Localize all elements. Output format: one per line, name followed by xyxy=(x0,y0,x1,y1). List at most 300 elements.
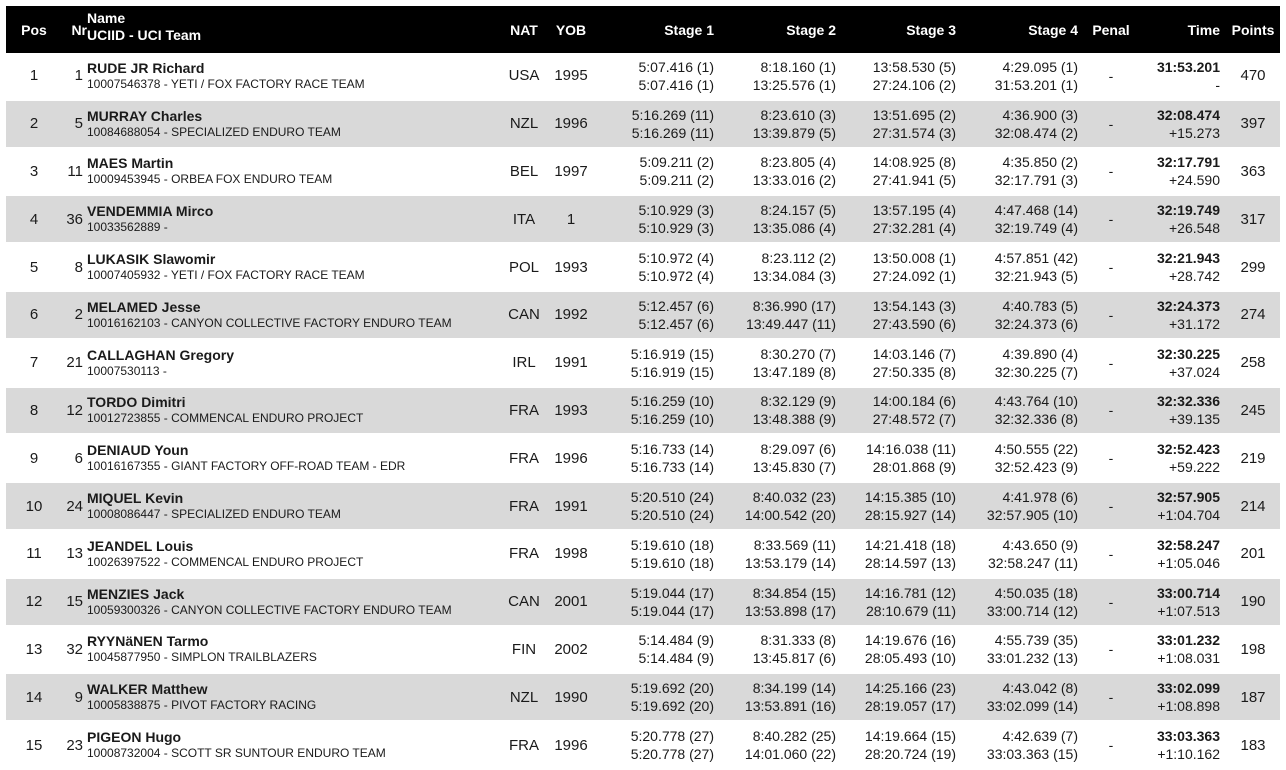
cell-stage1 xyxy=(593,721,722,769)
cell-rider xyxy=(87,626,499,674)
cell-nat: BEL xyxy=(499,148,549,196)
stage4-cumulative: 32:24.373 (6) xyxy=(994,315,1078,332)
stage4-cumulative: 32:32.336 (8) xyxy=(994,411,1078,428)
cell-points: 317 xyxy=(1226,195,1280,243)
time-gap: - xyxy=(1215,76,1220,93)
cell-pos: 11 xyxy=(6,530,62,578)
stage2-cumulative: 13:25.576 (1) xyxy=(752,76,836,93)
stage1-time: 5:10.972 (4) xyxy=(638,250,714,267)
time-gap: +26.548 xyxy=(1169,220,1220,237)
stage2-time: 8:40.032 (23) xyxy=(752,489,836,506)
stage1-time: 5:07.416 (1) xyxy=(638,58,714,75)
stage3-cumulative: 28:10.679 (11) xyxy=(865,602,956,619)
header-row xyxy=(6,6,1280,53)
stage2-time: 8:29.097 (6) xyxy=(760,441,836,458)
table-row[interactable] xyxy=(6,243,1280,291)
stage3-cumulative: 28:20.724 (19) xyxy=(864,746,956,763)
stage4-cumulative: 31:53.201 (1) xyxy=(994,76,1078,93)
stage3-time: 14:15.385 (10) xyxy=(864,489,956,506)
cell-penal: - xyxy=(1086,195,1136,243)
cell-stage2 xyxy=(722,482,844,530)
stage3-cumulative: 28:05.493 (10) xyxy=(864,650,956,667)
col-header-nr[interactable]: Nr xyxy=(62,6,87,53)
stage1-time: 5:16.269 (11) xyxy=(631,106,714,123)
col-header-stage2[interactable]: Stage 2 xyxy=(722,6,844,53)
rider-name[interactable]: CALLAGHAN Gregory xyxy=(87,346,235,363)
stage1-time: 5:09.211 (2) xyxy=(639,154,714,171)
cell-stage2 xyxy=(722,387,844,435)
cell-time xyxy=(1136,291,1226,339)
stage3-time: 14:03.146 (7) xyxy=(872,345,956,362)
cell-nat: FRA xyxy=(499,721,549,769)
stage3-time: 14:25.166 (23) xyxy=(864,680,956,697)
stage2-time: 8:32.129 (9) xyxy=(760,393,836,410)
rider-name[interactable]: MIQUEL Kevin xyxy=(87,490,184,507)
col-header-stage4[interactable]: Stage 4 xyxy=(964,6,1086,53)
cell-rider xyxy=(87,673,499,721)
table-row[interactable] xyxy=(6,578,1280,626)
stage2-time: 8:18.160 (1) xyxy=(760,58,836,75)
stage2-cumulative: 13:45.830 (7) xyxy=(752,459,836,476)
stage4-cumulative: 32:57.905 (10) xyxy=(986,507,1078,524)
rider-name[interactable]: TORDO Dimitri xyxy=(87,394,186,411)
cell-stage1 xyxy=(593,100,722,148)
cell-stage3 xyxy=(844,53,964,100)
stage4-cumulative: 33:00.714 (12) xyxy=(986,602,1078,619)
cell-nr: 15 xyxy=(62,578,87,626)
col-header-yob[interactable]: YOB xyxy=(549,6,593,53)
cell-rider xyxy=(87,195,499,243)
table-row[interactable] xyxy=(6,291,1280,339)
time-gap: +31.172 xyxy=(1169,315,1220,332)
cell-stage1 xyxy=(593,148,722,196)
cell-nr: 24 xyxy=(62,482,87,530)
cell-rider xyxy=(87,100,499,148)
stage4-cumulative: 32:19.749 (4) xyxy=(994,220,1078,237)
stage3-cumulative: 28:01.868 (9) xyxy=(872,459,956,476)
cell-stage3 xyxy=(844,673,964,721)
stage4-cumulative: 32:17.791 (3) xyxy=(994,172,1078,189)
stage3-cumulative: 27:50.335 (8) xyxy=(872,363,956,380)
cell-pos: 5 xyxy=(6,243,62,291)
stage1-time: 5:20.510 (24) xyxy=(630,489,714,506)
rider-uciid-team: 10084688054 - SPECIALIZED ENDURO TEAM xyxy=(87,124,341,139)
stage3-time: 13:51.695 (2) xyxy=(872,106,956,123)
col-header-pos[interactable]: Pos xyxy=(6,6,62,53)
cell-stage3 xyxy=(844,148,964,196)
cell-nat: FRA xyxy=(499,530,549,578)
cell-penal: - xyxy=(1086,291,1136,339)
stage3-time: 13:57.195 (4) xyxy=(872,202,956,219)
cell-yob: 1996 xyxy=(549,434,593,482)
cell-stage1 xyxy=(593,387,722,435)
cell-rider xyxy=(87,578,499,626)
time-gap: +37.024 xyxy=(1169,363,1220,380)
stage1-cumulative: 5:09.211 (2) xyxy=(639,172,714,189)
rider-uciid-team: 10033562889 - xyxy=(87,220,168,235)
cell-stage1 xyxy=(593,434,722,482)
cell-time xyxy=(1136,100,1226,148)
cell-time xyxy=(1136,339,1226,387)
cell-stage4 xyxy=(964,100,1086,148)
cell-points: 187 xyxy=(1226,673,1280,721)
total-time: 32:30.225 xyxy=(1156,345,1220,362)
time-gap: +1:08.031 xyxy=(1157,650,1220,667)
stage1-time: 5:16.919 (15) xyxy=(630,345,714,362)
cell-stage3 xyxy=(844,100,964,148)
cell-stage2 xyxy=(722,339,844,387)
col-header-name-line2: UCIID - UCI Team xyxy=(87,27,202,43)
cell-penal: - xyxy=(1086,721,1136,769)
stage2-time: 8:24.157 (5) xyxy=(760,202,836,219)
rider-name[interactable]: RUDE JR Richard xyxy=(87,59,205,76)
cell-points: 214 xyxy=(1226,482,1280,530)
rider-uciid-team: 10007405932 - YETI / FOX FACTORY RACE TEAM xyxy=(87,268,365,283)
cell-penal: - xyxy=(1086,482,1136,530)
total-time: 32:19.749 xyxy=(1156,202,1220,219)
stage2-cumulative: 13:33.016 (2) xyxy=(752,172,836,189)
cell-rider xyxy=(87,387,499,435)
cell-stage4 xyxy=(964,148,1086,196)
time-gap: +1:08.898 xyxy=(1157,698,1220,715)
table-row[interactable] xyxy=(6,148,1280,196)
cell-stage2 xyxy=(722,53,844,100)
total-time: 32:24.373 xyxy=(1156,297,1220,314)
cell-stage4 xyxy=(964,434,1086,482)
cell-stage1 xyxy=(593,673,722,721)
cell-stage4 xyxy=(964,387,1086,435)
stage3-time: 13:58.530 (5) xyxy=(872,58,956,75)
cell-yob: 1993 xyxy=(549,387,593,435)
stage3-cumulative: 27:48.572 (7) xyxy=(872,411,956,428)
stage4-cumulative: 33:02.099 (14) xyxy=(986,698,1078,715)
cell-stage4 xyxy=(964,195,1086,243)
stage4-time: 4:55.739 (35) xyxy=(994,632,1078,649)
stage2-time: 8:34.199 (14) xyxy=(752,680,836,697)
cell-penal: - xyxy=(1086,578,1136,626)
total-time: 32:17.791 xyxy=(1156,154,1220,171)
stage3-time: 14:00.184 (6) xyxy=(872,393,956,410)
cell-yob: 1 xyxy=(549,195,593,243)
cell-points: 219 xyxy=(1226,434,1280,482)
cell-stage1 xyxy=(593,243,722,291)
cell-pos: 6 xyxy=(6,291,62,339)
cell-points: 190 xyxy=(1226,578,1280,626)
stage4-cumulative: 32:21.943 (5) xyxy=(994,268,1078,285)
stage4-time: 4:43.042 (8) xyxy=(1002,680,1078,697)
cell-stage4 xyxy=(964,530,1086,578)
rider-uciid-team: 10007530113 - xyxy=(87,363,167,378)
cell-rider xyxy=(87,434,499,482)
cell-stage1 xyxy=(593,530,722,578)
col-header-name-line1: Name xyxy=(87,10,126,26)
stage2-time: 8:23.805 (4) xyxy=(760,154,836,171)
cell-stage4 xyxy=(964,482,1086,530)
table-row[interactable] xyxy=(6,721,1280,769)
stage2-time: 8:31.333 (8) xyxy=(760,632,836,649)
rider-name[interactable]: VENDEMMIA Mirco xyxy=(87,203,214,220)
cell-penal: - xyxy=(1086,530,1136,578)
rider-name[interactable]: MELAMED Jesse xyxy=(87,298,201,315)
col-header-points[interactable]: Points xyxy=(1226,6,1280,53)
rider-name[interactable]: DENIAUD Youn xyxy=(87,442,189,459)
cell-stage2 xyxy=(722,530,844,578)
cell-stage4 xyxy=(964,626,1086,674)
stage3-time: 14:08.925 (8) xyxy=(872,154,956,171)
col-header-penal[interactable]: Penal xyxy=(1086,6,1136,53)
total-time: 31:53.201 xyxy=(1156,58,1220,75)
stage4-cumulative: 33:01.232 (13) xyxy=(986,650,1078,667)
cell-pos: 12 xyxy=(6,578,62,626)
cell-stage1 xyxy=(593,482,722,530)
cell-points: 299 xyxy=(1226,243,1280,291)
rider-name[interactable]: LUKASIK Slawomir xyxy=(87,251,216,268)
cell-stage2 xyxy=(722,578,844,626)
stage4-time: 4:29.095 (1) xyxy=(1002,58,1078,75)
cell-stage2 xyxy=(722,100,844,148)
time-gap: +1:05.046 xyxy=(1157,554,1220,571)
cell-pos: 9 xyxy=(6,434,62,482)
stage3-cumulative: 27:43.590 (6) xyxy=(872,315,956,332)
cell-yob: 1991 xyxy=(549,482,593,530)
cell-nat: FRA xyxy=(499,482,549,530)
cell-points: 198 xyxy=(1226,626,1280,674)
rider-uciid-team: 10059300326 - CANYON COLLECTIVE FACTORY ENDURO TEAM xyxy=(87,602,452,617)
cell-yob: 2001 xyxy=(549,578,593,626)
cell-stage3 xyxy=(844,339,964,387)
total-time: 33:00.714 xyxy=(1156,584,1220,601)
table-row[interactable] xyxy=(6,387,1280,435)
cell-rider xyxy=(87,243,499,291)
table-row[interactable] xyxy=(6,482,1280,530)
cell-penal: - xyxy=(1086,339,1136,387)
stage2-cumulative: 14:01.060 (22) xyxy=(744,746,836,763)
rider-uciid-team: 10026397522 - COMMENCAL ENDURO PROJECT xyxy=(87,554,364,569)
cell-points: 363 xyxy=(1226,148,1280,196)
cell-pos: 2 xyxy=(6,100,62,148)
cell-stage4 xyxy=(964,721,1086,769)
cell-nat: CAN xyxy=(499,578,549,626)
cell-nr: 12 xyxy=(62,387,87,435)
rider-name[interactable]: PIGEON Hugo xyxy=(87,729,182,746)
stage2-cumulative: 13:39.879 (5) xyxy=(752,124,836,141)
cell-time xyxy=(1136,434,1226,482)
cell-time xyxy=(1136,530,1226,578)
cell-stage3 xyxy=(844,387,964,435)
total-time: 33:03.363 xyxy=(1156,728,1220,745)
cell-nat: ITA xyxy=(499,195,549,243)
cell-points: 258 xyxy=(1226,339,1280,387)
table-row[interactable] xyxy=(6,339,1280,387)
cell-stage3 xyxy=(844,291,964,339)
stage1-cumulative: 5:07.416 (1) xyxy=(638,76,714,93)
cell-nr: 32 xyxy=(62,626,87,674)
stage4-cumulative: 32:58.247 (11) xyxy=(987,554,1078,571)
col-header-name[interactable] xyxy=(87,6,499,53)
cell-stage1 xyxy=(593,578,722,626)
stage2-cumulative: 13:47.189 (8) xyxy=(752,363,836,380)
results-body xyxy=(6,53,1280,769)
stage3-cumulative: 27:24.106 (2) xyxy=(872,76,956,93)
stage4-time: 4:43.764 (10) xyxy=(994,393,1078,410)
stage3-cumulative: 28:15.927 (14) xyxy=(864,507,956,524)
time-gap: +28.742 xyxy=(1169,268,1220,285)
stage1-cumulative: 5:19.692 (20) xyxy=(630,698,714,715)
cell-yob: 1996 xyxy=(549,100,593,148)
cell-stage4 xyxy=(964,243,1086,291)
table-row[interactable] xyxy=(6,195,1280,243)
cell-stage2 xyxy=(722,148,844,196)
cell-pos: 1 xyxy=(6,53,62,100)
cell-yob: 2002 xyxy=(549,626,593,674)
cell-stage1 xyxy=(593,626,722,674)
cell-yob: 1996 xyxy=(549,721,593,769)
table-row[interactable] xyxy=(6,626,1280,674)
stage2-time: 8:36.990 (17) xyxy=(752,297,836,314)
rider-name[interactable]: MAES Martin xyxy=(87,155,174,172)
cell-stage2 xyxy=(722,195,844,243)
cell-stage2 xyxy=(722,673,844,721)
cell-nr: 5 xyxy=(62,100,87,148)
stage2-cumulative: 13:34.084 (3) xyxy=(752,268,836,285)
cell-penal: - xyxy=(1086,387,1136,435)
cell-stage2 xyxy=(722,721,844,769)
cell-points: 201 xyxy=(1226,530,1280,578)
cell-penal: - xyxy=(1086,53,1136,100)
cell-pos: 14 xyxy=(6,673,62,721)
cell-stage2 xyxy=(722,291,844,339)
cell-yob: 1997 xyxy=(549,148,593,196)
rider-name[interactable]: MENZIES Jack xyxy=(87,585,185,602)
cell-penal: - xyxy=(1086,100,1136,148)
col-header-time[interactable]: Time xyxy=(1136,6,1226,53)
stage2-time: 8:23.112 (2) xyxy=(761,250,836,267)
cell-stage2 xyxy=(722,626,844,674)
cell-time xyxy=(1136,673,1226,721)
stage2-time: 8:34.854 (15) xyxy=(752,584,836,601)
stage4-time: 4:50.035 (18) xyxy=(994,584,1078,601)
cell-stage3 xyxy=(844,530,964,578)
cell-rider xyxy=(87,530,499,578)
rider-name[interactable]: RYYNäNEN Tarmo xyxy=(87,633,209,650)
cell-yob: 1998 xyxy=(549,530,593,578)
stage3-time: 14:16.781 (12) xyxy=(864,584,956,601)
cell-yob: 1993 xyxy=(549,243,593,291)
cell-points: 183 xyxy=(1226,721,1280,769)
table-row[interactable] xyxy=(6,100,1280,148)
stage1-cumulative: 5:10.929 (3) xyxy=(638,220,714,237)
rider-uciid-team: 10016167355 - GIANT FACTORY OFF-ROAD TEAM - EDR xyxy=(87,459,406,474)
total-time: 32:58.247 xyxy=(1156,536,1220,553)
cell-yob: 1991 xyxy=(549,339,593,387)
stage3-cumulative: 27:32.281 (4) xyxy=(872,220,956,237)
cell-pos: 15 xyxy=(6,721,62,769)
cell-rider xyxy=(87,148,499,196)
cell-time xyxy=(1136,626,1226,674)
stage4-time: 4:50.555 (22) xyxy=(994,441,1078,458)
cell-nr: 6 xyxy=(62,434,87,482)
cell-rider xyxy=(87,339,499,387)
stage3-time: 14:21.418 (18) xyxy=(864,536,956,553)
cell-stage3 xyxy=(844,195,964,243)
stage2-cumulative: 13:45.817 (6) xyxy=(752,650,836,667)
cell-pos: 8 xyxy=(6,387,62,435)
cell-rider xyxy=(87,53,499,100)
cell-nat: FIN xyxy=(499,626,549,674)
cell-nr: 11 xyxy=(62,148,87,196)
stage1-time: 5:19.692 (20) xyxy=(630,680,714,697)
rider-name[interactable]: MURRAY Charles xyxy=(87,107,203,124)
cell-nr: 2 xyxy=(62,291,87,339)
stage1-time: 5:19.044 (17) xyxy=(630,584,714,601)
time-gap: +1:10.162 xyxy=(1157,746,1220,763)
cell-nr: 8 xyxy=(62,243,87,291)
cell-penal: - xyxy=(1086,243,1136,291)
cell-stage3 xyxy=(844,482,964,530)
stage3-time: 14:16.038 (11) xyxy=(865,441,956,458)
stage4-cumulative: 32:30.225 (7) xyxy=(994,363,1078,380)
cell-nr: 13 xyxy=(62,530,87,578)
table-row[interactable] xyxy=(6,53,1280,100)
cell-nr: 21 xyxy=(62,339,87,387)
stage2-cumulative: 13:48.388 (9) xyxy=(752,411,836,428)
total-time: 32:32.336 xyxy=(1156,393,1220,410)
stage4-time: 4:41.978 (6) xyxy=(1002,489,1078,506)
cell-penal: - xyxy=(1086,148,1136,196)
cell-rider xyxy=(87,721,499,769)
table-row[interactable] xyxy=(6,530,1280,578)
cell-nat: POL xyxy=(499,243,549,291)
rider-uciid-team: 10012723855 - COMMENCAL ENDURO PROJECT xyxy=(87,411,364,426)
cell-stage4 xyxy=(964,53,1086,100)
cell-pos: 13 xyxy=(6,626,62,674)
stage4-cumulative: 33:03.363 (15) xyxy=(986,746,1078,763)
cell-rider xyxy=(87,482,499,530)
cell-pos: 10 xyxy=(6,482,62,530)
cell-nat: FRA xyxy=(499,434,549,482)
cell-stage2 xyxy=(722,434,844,482)
stage3-time: 14:19.676 (16) xyxy=(864,632,956,649)
stage2-cumulative: 13:53.891 (16) xyxy=(744,698,836,715)
stage3-cumulative: 27:24.092 (1) xyxy=(872,268,956,285)
cell-yob: 1990 xyxy=(549,673,593,721)
rider-name[interactable]: WALKER Matthew xyxy=(87,681,208,698)
cell-nat: USA xyxy=(499,53,549,100)
time-gap: +24.590 xyxy=(1169,172,1220,189)
table-row[interactable] xyxy=(6,673,1280,721)
total-time: 33:02.099 xyxy=(1156,680,1220,697)
col-header-nat[interactable]: NAT xyxy=(499,6,549,53)
cell-points: 274 xyxy=(1226,291,1280,339)
col-header-stage1[interactable]: Stage 1 xyxy=(593,6,722,53)
stage1-time: 5:16.733 (14) xyxy=(630,441,714,458)
col-header-stage3[interactable]: Stage 3 xyxy=(844,6,964,53)
stage1-time: 5:19.610 (18) xyxy=(630,536,714,553)
stage1-cumulative: 5:20.778 (27) xyxy=(630,746,714,763)
cell-points: 397 xyxy=(1226,100,1280,148)
stage4-time: 4:43.650 (9) xyxy=(1002,536,1078,553)
cell-stage4 xyxy=(964,578,1086,626)
stage2-time: 8:30.270 (7) xyxy=(760,345,836,362)
stage4-time: 4:36.900 (3) xyxy=(1002,106,1078,123)
stage3-cumulative: 27:31.574 (3) xyxy=(872,124,956,141)
rider-name[interactable]: JEANDEL Louis xyxy=(87,537,194,554)
cell-time xyxy=(1136,387,1226,435)
cell-nr: 1 xyxy=(62,53,87,100)
stage3-cumulative: 28:14.597 (13) xyxy=(864,554,956,571)
table-row[interactable] xyxy=(6,434,1280,482)
cell-time xyxy=(1136,482,1226,530)
